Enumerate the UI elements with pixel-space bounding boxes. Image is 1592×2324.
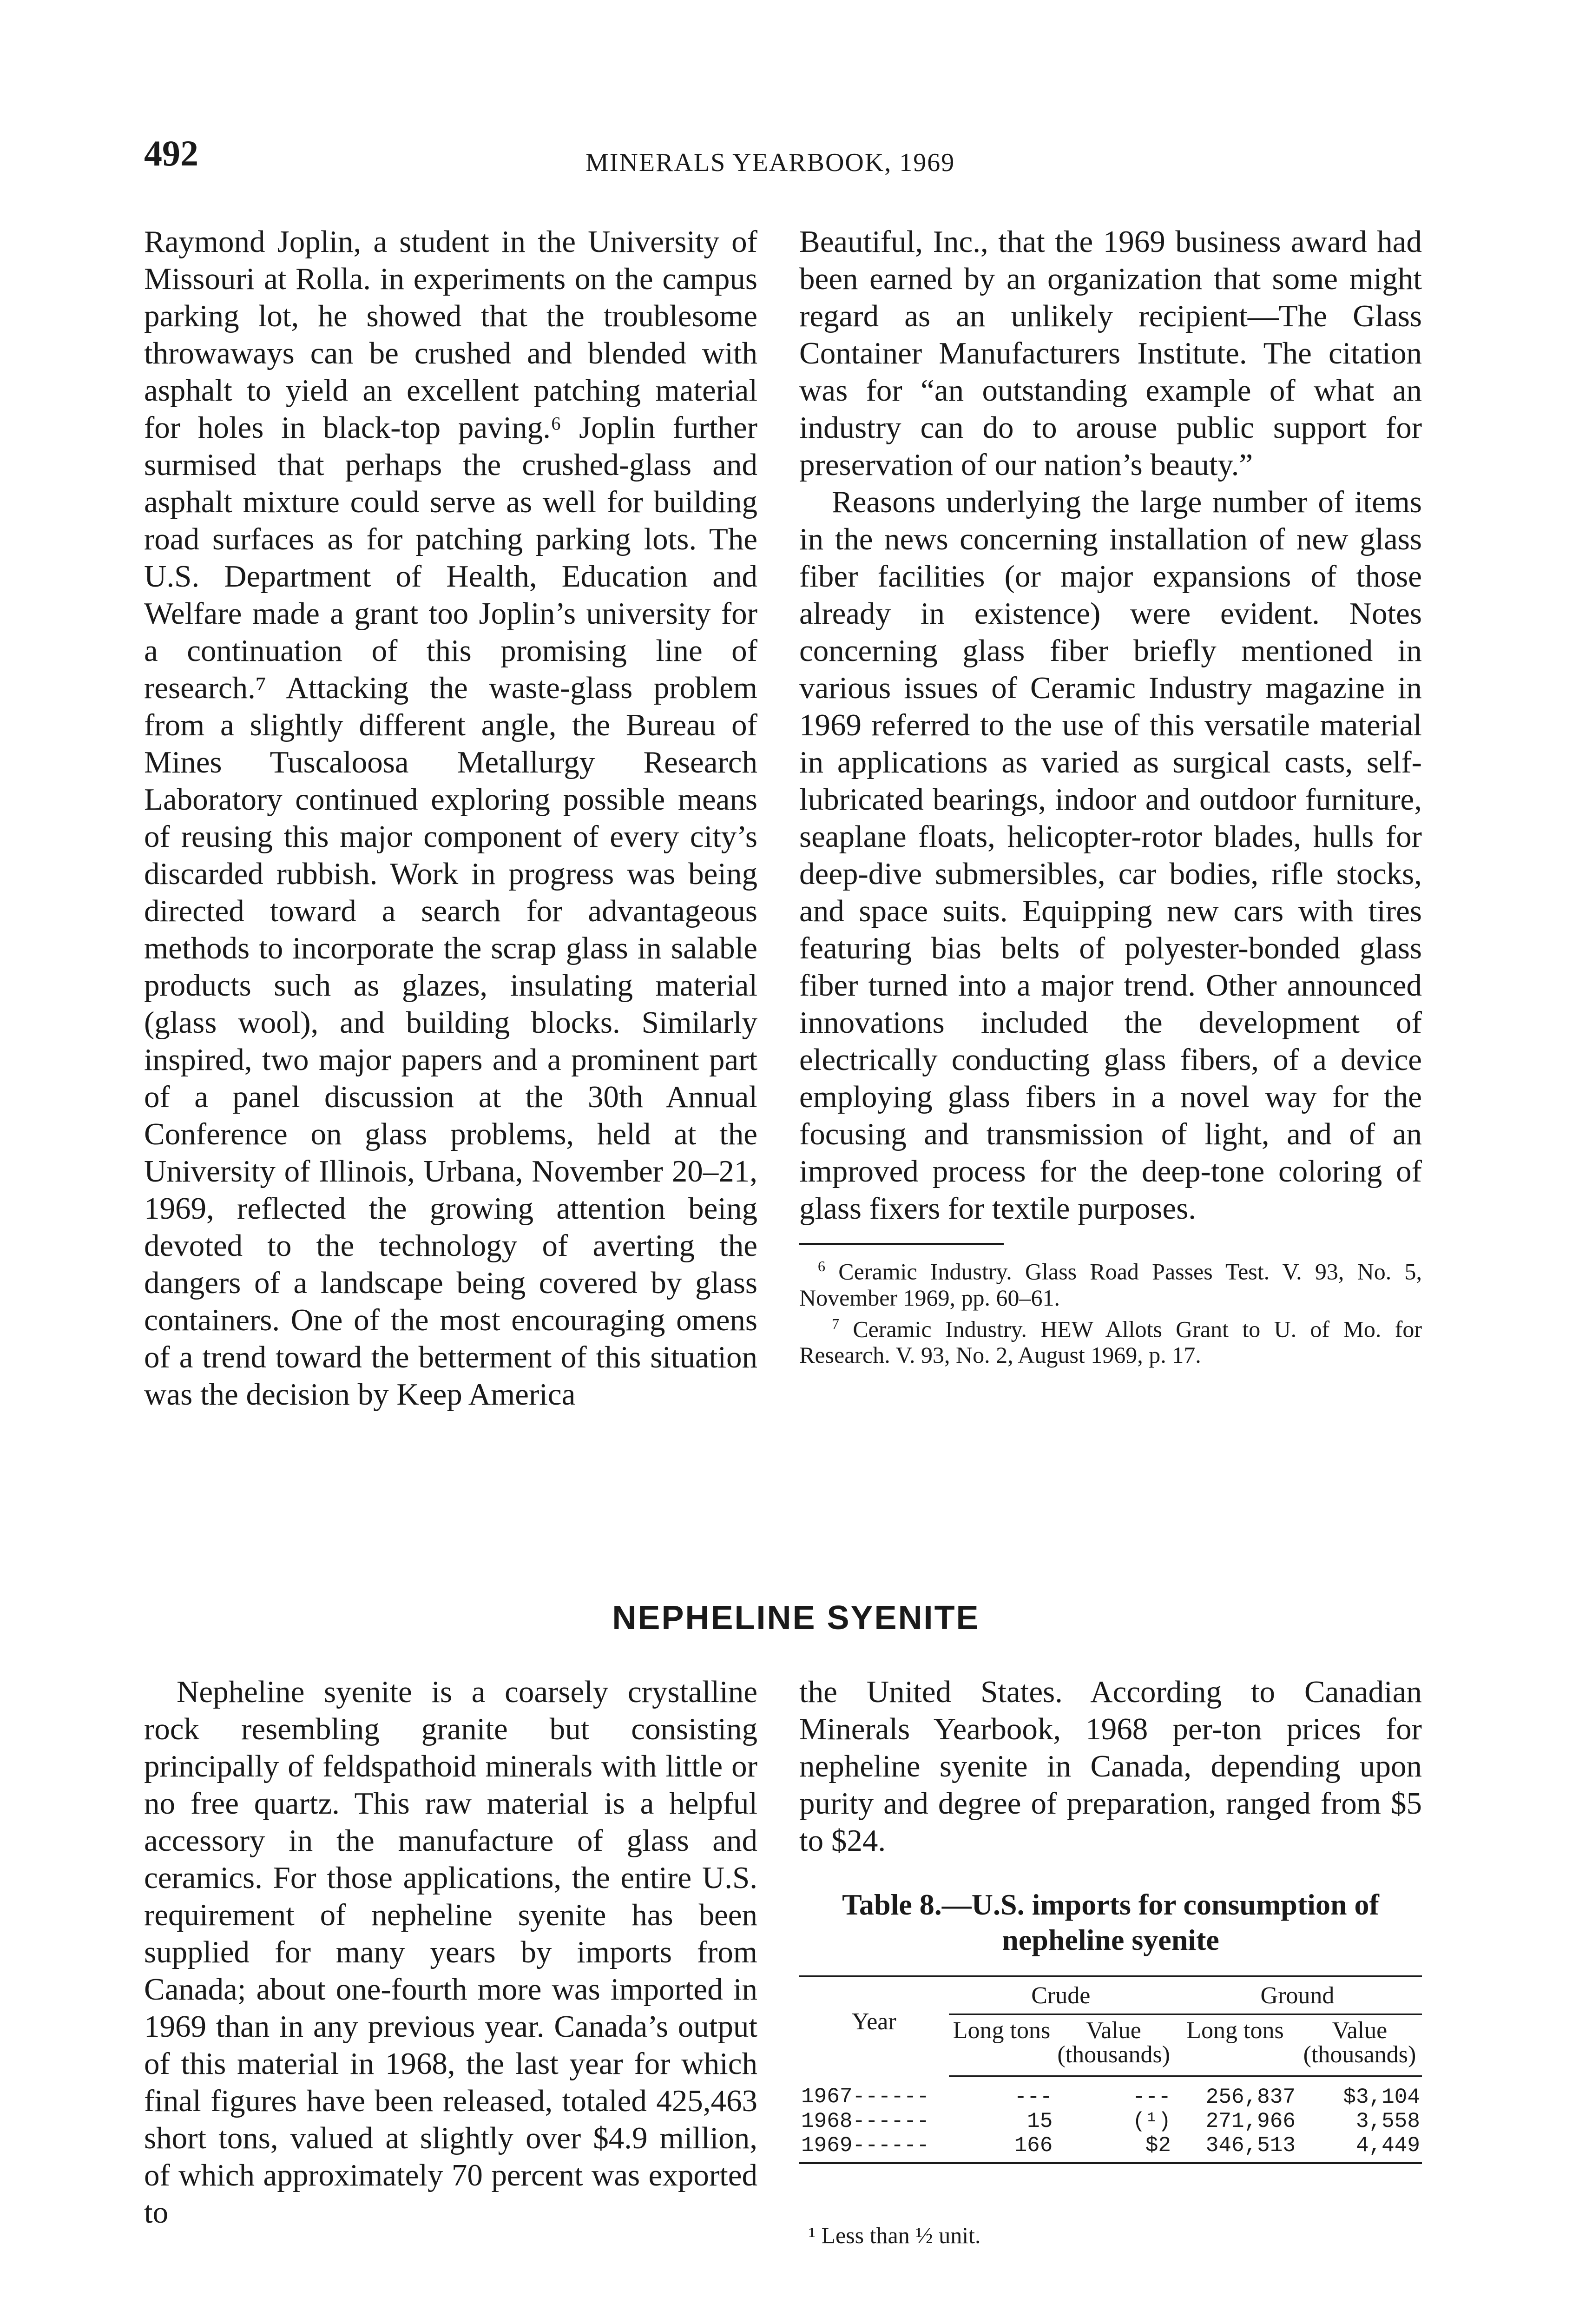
- footnote-mark: 7: [832, 1315, 839, 1332]
- body-paragraph: Reasons underlying the large number of items in the news concerning installation of new glass fiber facilities (or major expansions of those already in existence) were evident. Notes concerning glass fiber briefly mentioned in various issues of Ceramic Industry magazine in 1969 referred to the use of this versatile material in applications as varied as surgical casts, self-lubricated bearings, indoor and outdoor furniture, seaplane floats, helicopter-rotor blades, hulls for deep-dive submersibles, car bodies, rifle stocks, and space suits. Equipping new cars with tires featuring bias belts of polyester-bonded glass fiber turned into a major trend. Other announced innovations included the development of electrically conducting glass fibers, of a device employing glass fibers in a novel way for the focusing and transmission of light, and of an improved process for the deep-tone coloring of glass fixers for textile purposes.: [799, 485, 1422, 1226]
- year-cell: 1968------: [801, 2109, 930, 2133]
- table-row: [799, 2109, 1422, 2133]
- imports-table: [799, 1975, 1422, 2164]
- year-header: Year: [851, 2008, 896, 2035]
- section-left-column: [144, 1673, 757, 2231]
- column-header: Value (thousands): [1054, 2014, 1173, 2076]
- top-right-column: [799, 223, 1422, 1368]
- crude-value-cell: $2: [1054, 2133, 1173, 2163]
- table-row: [799, 2076, 1422, 2110]
- page-number: 492: [144, 133, 198, 173]
- ground-tons-cell: 346,513: [1173, 2133, 1297, 2163]
- section-right-column: [799, 1673, 1422, 1859]
- top-left-column: [144, 223, 757, 1413]
- ground-value-cell: 4,449: [1297, 2133, 1422, 2163]
- running-title: MINERALS YEARBOOK, 1969: [585, 148, 955, 177]
- crude-tons-cell: 166: [949, 2133, 1055, 2163]
- body-paragraph: Raymond Joplin, a student in the University of Missouri at Rolla. in experiments on the campus parking lot, he showed that the troublesome throwaways can be crushed and blended with asphalt to yield an excellent patching material for holes in black-top paving.⁶ Joplin further surmised that perhaps the crushed-glass and asphalt mixture could serve as well for building road surfaces as for patching parking lots. The U.S. Department of Health, Education and Welfare made a grant too Joplin’s university for a continuation of this promising line of research.⁷ Attacking the waste-glass problem from a slightly different angle, the Bureau of Mines Tuscaloosa Metallurgy Research Laboratory continued exploring possible means of reusing this major component of every city’s discarded rubbish. Work in progress was being directed toward a search for advantageous methods to incorporate the scrap glass in salable products such as glazes, insulating material (glass wool), and building blocks. Similarly inspired, two major papers and a prominent part of a panel discussion at the 30th Annual Conference on glass problems, held at the University of Illinois, Urbana, November 20–21, 1969, reflected the growing attention being devoted to the technology of averting the dangers of a landscape being covered by glass containers. One of the most encouraging omens of a trend toward the betterment of this situation was the decision by Keep America: [144, 224, 757, 1412]
- footnote-text: Ceramic Industry. Glass Road Passes Test. V. 93, No. 5, November 1969, pp. 60–61.: [799, 1258, 1422, 1311]
- footnote-divider: [799, 1243, 1004, 1245]
- crude-value-cell: (¹): [1132, 2109, 1171, 2133]
- footnotes: [799, 1253, 1422, 1368]
- ground-value-cell: 3,558: [1355, 2109, 1420, 2133]
- body-paragraph: Nepheline syenite is a coarsely crystalline rock resembling granite but consisting principally of feldspathoid minerals with little or no free quartz. This raw material is a helpful accessory in the manufacture of glass and ceramics. For those applications, the entire U.S. requirement of nepheline syenite has been supplied for many years by imports from Canada; about one-fourth more was imported in 1969 than in any previous year. Canada’s output of this material in 1968, the last year for which final figures have been released, totaled 425,463 short tons, valued at slightly over $4.9 million, of which approximately 70 percent was exported to: [144, 1675, 757, 2230]
- table-title: Table 8.—U.S. imports for consumption of nepheline syenite: [842, 1888, 1379, 1956]
- ground-group-header: Ground: [1173, 1976, 1422, 2014]
- body-paragraph: the United States. According to Canadian Minerals Yearbook, 1968 per-ton prices for nepheline syenite in Canada, depending upon purity and degree of preparation, ranged from $5 to $24.: [799, 1675, 1422, 1858]
- column-header: Long tons: [949, 2014, 1055, 2076]
- ground-tons-cell: 256,837: [1205, 2085, 1296, 2109]
- ground-tons-cell: 271,966: [1205, 2109, 1296, 2133]
- crude-value-cell: ---: [1132, 2085, 1171, 2109]
- ground-value-cell: $3,104: [1343, 2085, 1420, 2109]
- crude-group-header: Crude: [949, 1976, 1173, 2014]
- footnote-mark: 6: [818, 1258, 825, 1274]
- crude-tons-cell: 15: [1027, 2109, 1053, 2133]
- year-cell: 1969------: [799, 2133, 949, 2163]
- table-row: [799, 2133, 1422, 2163]
- table-footnote: ¹ Less than ½ unit.: [809, 2222, 981, 2248]
- crude-tons-cell: ---: [1014, 2085, 1053, 2109]
- body-paragraph: Beautiful, Inc., that the 1969 business award had been earned by an organization that some might regard as an unlikely recipient—The Glass Container Manufacturers Institute. The citation was for “an outstanding example of what an industry can do to arouse public support for preservation of our nation’s beauty.”: [799, 224, 1422, 482]
- column-header: Value (thousands): [1297, 2014, 1422, 2076]
- footnote-text: Ceramic Industry. HEW Allots Grant to U. of Mo. for Research. V. 93, No. 2, August 1969, p. 17.: [799, 1316, 1422, 1368]
- column-header: Long tons: [1173, 2014, 1297, 2076]
- footnote: [799, 1311, 1422, 1368]
- year-cell: 1967------: [801, 2085, 930, 2109]
- section-title: NEPHELINE SYENITE: [612, 1599, 980, 1637]
- footnote: [799, 1253, 1422, 1311]
